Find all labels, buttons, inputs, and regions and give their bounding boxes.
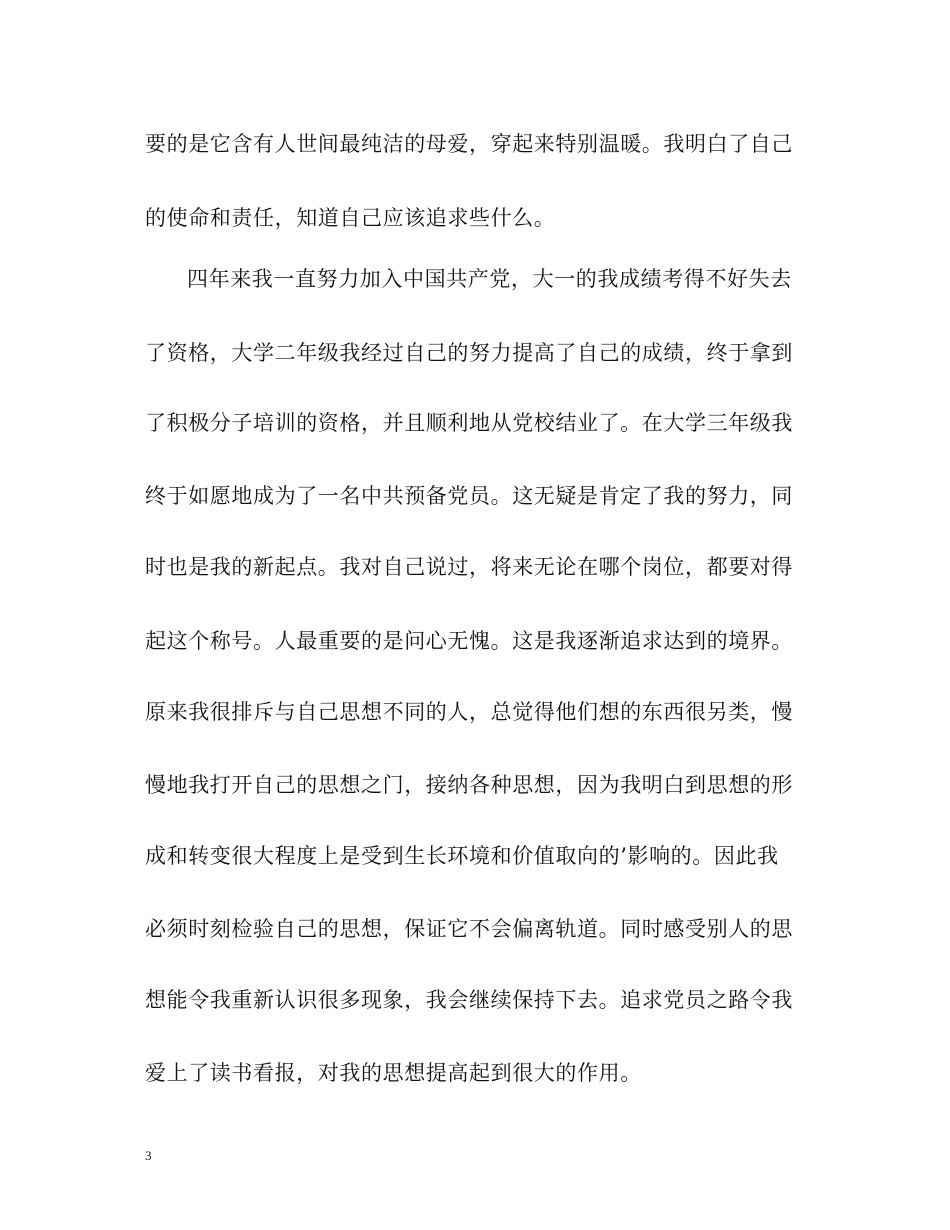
text-line: 慢地我打开自己的思想之门，接纳各种思想，因为我明白到思想的形 — [145, 773, 793, 797]
text-line: 的使命和责任，知道自己应该追求些什么。 — [145, 206, 556, 230]
text-line: 要的是它含有人世间最纯洁的母爱，穿起来特别温暖。我明白了自己 — [145, 132, 793, 156]
text-line: 时也是我的新起点。我对自己说过，将来无论在哪个岗位，都要对得 — [145, 555, 793, 579]
text-line: 终于如愿地成为了一名中共预备党员。这无疑是肯定了我的努力，同 — [145, 484, 793, 508]
text-line: 爱上了读书看报，对我的思想提高起到很大的作用。 — [145, 1061, 642, 1085]
text-line: 起这个称号。人最重要的是问心无愧。这是我逐渐追求达到的境界。 — [145, 629, 793, 653]
text-line: 想能令我重新认识很多现象，我会继续保持下去。追求党员之路令我 — [145, 988, 793, 1012]
text-line: 了积极分子培训的资格，并且顺利地从党校结业了。在大学三年级我 — [145, 411, 793, 435]
page-number: 3 — [145, 1148, 152, 1163]
text-line: 必须时刻检验自己的思想，保证它不会偏离轨道。同时感受别人的思 — [145, 917, 793, 941]
paragraph-start-line: 四年来我一直努力加入中国共产党，大一的我成绩考得不好失去 — [187, 267, 792, 291]
text-line: 原来我很排斥与自己思想不同的人，总觉得他们想的东西很另类，慢 — [145, 700, 793, 724]
text-line: 了资格，大学二年级我经过自己的努力提高了自己的成绩，终于拿到 — [145, 341, 793, 365]
text-line: 成和转变很大程度上是受到生长环境和价值取向的’影响的。因此我 — [145, 844, 779, 868]
